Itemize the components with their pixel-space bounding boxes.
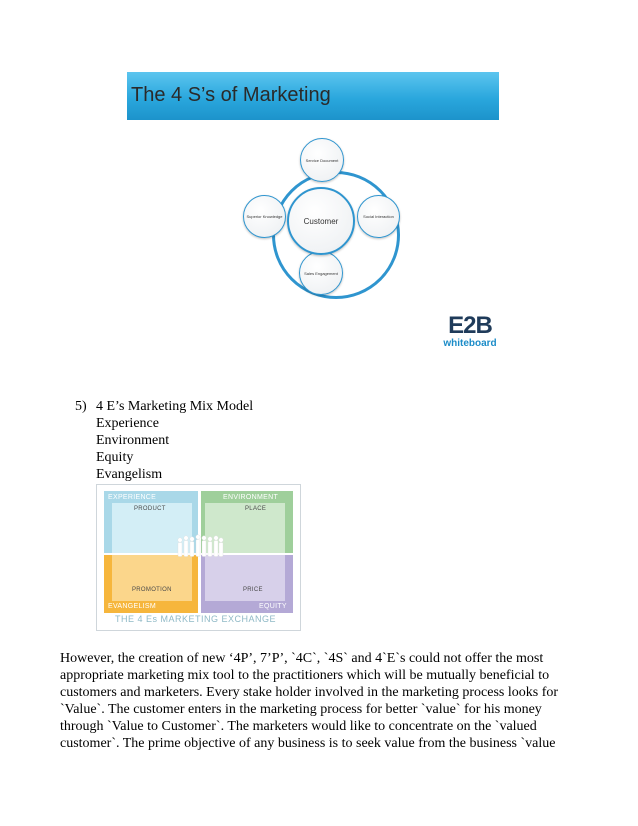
four-s-diagram — [127, 72, 499, 300]
people-group-icon — [175, 531, 225, 563]
node-knowledge: Superior Knowledge — [243, 195, 286, 238]
list-subitem: Evangelism — [96, 467, 163, 482]
paragraph-line: `Value`. The customer enters in the marketing process for better `value` for his money — [60, 702, 542, 717]
paragraph-line: appropriate marketing mix tool to the practitioners which will be mutually beneficial to — [60, 668, 550, 683]
four-e-diagram — [96, 484, 301, 631]
inner-price: PRICE — [205, 555, 285, 601]
paragraph-line: customer`. The prime objective of any business is to seek value from the business `value — [60, 736, 556, 751]
e2b-whiteboard-logo — [440, 314, 500, 350]
inner-product: PRODUCT — [112, 503, 192, 553]
list-subitem: Environment — [96, 433, 170, 448]
band-environment: ENVIRONMENT — [223, 494, 279, 501]
list-subitem: Equity — [96, 450, 134, 465]
band-evangelism: EVANGELISM — [108, 603, 156, 610]
logo-mark: E2B — [448, 312, 492, 339]
list-title: 4 E’s Marketing Mix Model — [96, 399, 254, 414]
node-customer: Customer — [287, 187, 355, 255]
paragraph-line: However, the creation of new ‘4P’, 7’P’, `4C`, `4S` and 4`E`s could not offer the most — [60, 651, 544, 666]
list-number: 5) — [75, 399, 87, 414]
inner-promotion: PROMOTION — [112, 555, 192, 601]
diagram-caption: THE 4 Es MARKETING EXCHANGE — [115, 614, 277, 624]
list-subitem: Experience — [96, 416, 159, 431]
diagram-title: The 4 S’s of Marketing — [131, 84, 331, 106]
quadrant-equity — [201, 555, 293, 613]
band-equity: EQUITY — [259, 603, 287, 610]
paragraph-line: customers and marketers. Every stake holder involved in the marketing process looks for — [60, 685, 559, 700]
paragraph-line: through `Value to Customer`. The marketers would like to concentrate on the `valued — [60, 719, 537, 734]
band-experience: EXPERIENCE — [108, 494, 157, 501]
inner-place: PLACE — [205, 503, 285, 553]
logo-subtitle: whiteboard — [443, 338, 497, 349]
quadrant-evangelism — [104, 555, 198, 613]
node-social: Social Interaction — [357, 195, 400, 238]
body-paragraph — [60, 650, 580, 752]
node-sales: Sales Engagement — [299, 251, 343, 295]
node-service: Service Document — [300, 138, 344, 182]
